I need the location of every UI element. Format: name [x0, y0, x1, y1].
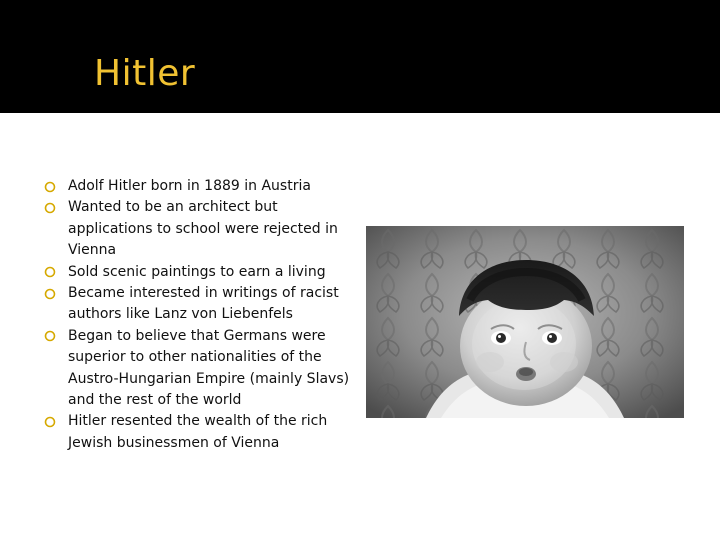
title-bar: [0, 0, 720, 113]
bullet-list: [40, 176, 360, 454]
bullet-text: Wanted to be an architect but applications to school were rejected in Vienna: [68, 199, 338, 259]
bullet-text: Hitler resented the wealth of the rich Jewish businessmen of Vienna: [68, 413, 328, 451]
bullet-item: [40, 326, 360, 412]
bullet-item: [40, 262, 360, 283]
circle-bullet-icon: [44, 266, 56, 278]
bullet-text: Sold scenic paintings to earn a living: [68, 263, 326, 280]
bullet-text: Became interested in writings of racist authors like Lanz von Liebenfels: [68, 285, 339, 323]
bullet-item: [40, 411, 360, 454]
circle-bullet-icon: [44, 330, 56, 342]
circle-bullet-icon: [44, 416, 56, 428]
circle-bullet-icon: [44, 288, 56, 300]
circle-bullet-icon: [44, 202, 56, 214]
bullet-item: [40, 176, 360, 197]
bullet-text: Adolf Hitler born in 1889 in Austria: [68, 178, 311, 194]
bullet-text: Began to believe that Germans were superior to other nationalities of the Austro-Hungarian Empire (mainly Slavs) and the rest of the world: [68, 327, 350, 409]
circle-bullet-icon: [44, 181, 56, 193]
child-portrait-photo: [366, 226, 684, 418]
bullet-item: [40, 197, 360, 261]
bullet-item: [40, 283, 360, 326]
portrait-image: [366, 226, 684, 418]
slide-title: Hitler: [94, 53, 196, 94]
